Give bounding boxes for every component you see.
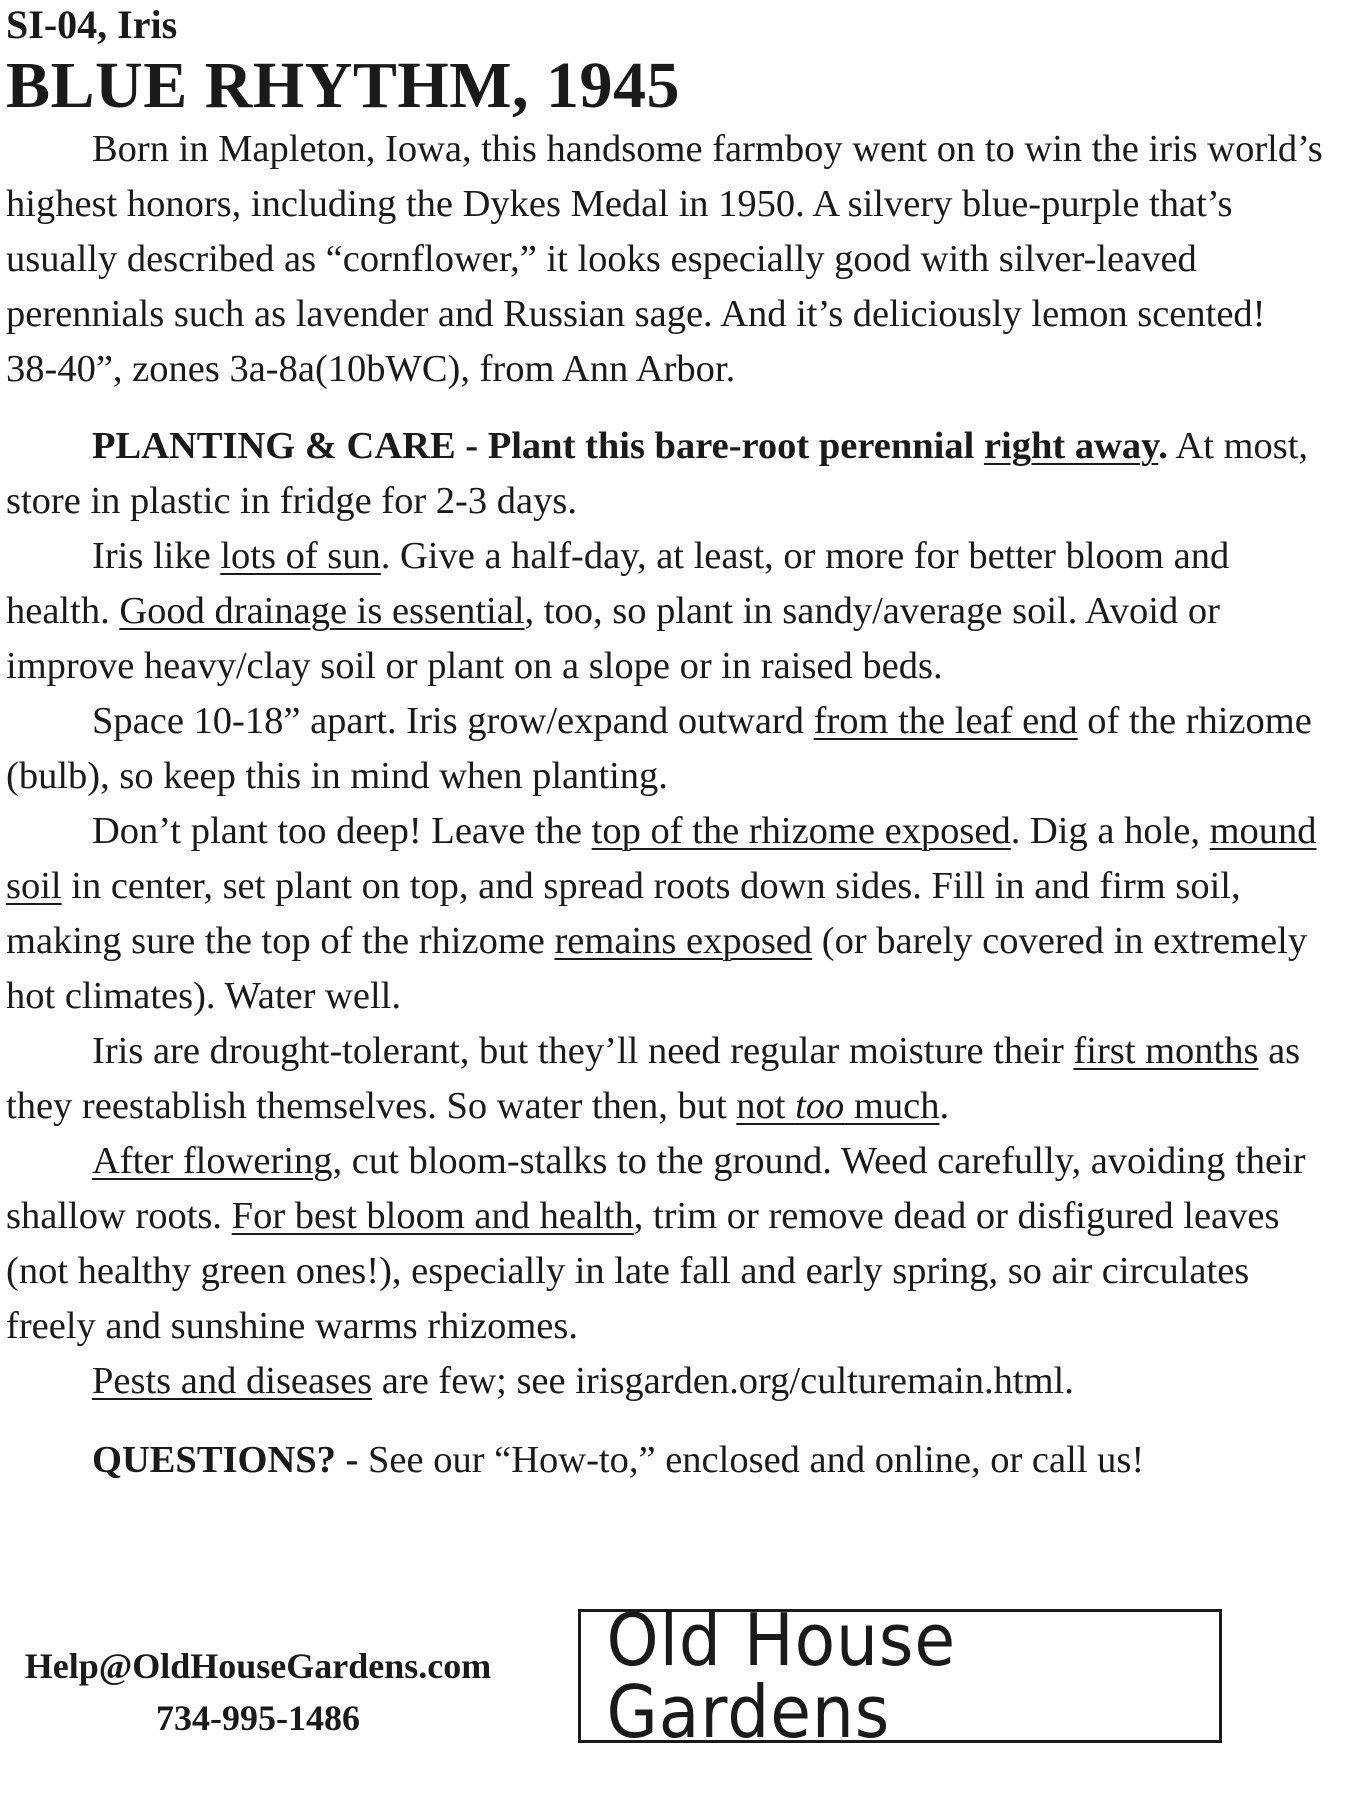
questions-heading: QUESTIONS? - (92, 1439, 368, 1481)
underlined-text: After flowering (92, 1140, 333, 1182)
sun-drainage-paragraph (6, 529, 1326, 694)
underlined-text: remains exposed (554, 920, 813, 962)
paragraph-text: are few; see irisgarden.org/culturemain.html. (372, 1360, 1074, 1402)
underlined-text: top of the rhizome exposed (591, 810, 1011, 852)
paragraph-text: (or barely covered in extremely hot climates). Water well. (6, 920, 1308, 1017)
spacing-paragraph (6, 694, 1326, 804)
email-address: Help@OldHouseGardens.com (24, 1646, 492, 1686)
underlined-text: For best bloom and health (231, 1195, 634, 1237)
paragraph-text: , trim or remove dead or disfigured leaves (not healthy green ones!), especially in late fall and early spring, so air circulates freely and sunshine warms rhizomes. (6, 1195, 1280, 1347)
paragraph-text: Iris like (92, 535, 221, 577)
instruction-sheet (6, 0, 1326, 1488)
underlined-text: lots of sun (220, 535, 381, 577)
paragraph-text: Space 10-18” apart. Iris grow/expand outward (92, 700, 814, 742)
italic-underlined-text: too (795, 1085, 845, 1127)
paragraph-text: as they reestablish themselves. So water then, but (6, 1030, 1301, 1127)
variety-description: Born in Mapleton, Iowa, this handsome farmboy went on to win the iris world’s highest honors, including the Dykes Medal in 1950. A silvery blue-purple that’s usually described as “cornflower,” it looks especially good with silver-leaved perennials such as lavender and Russian sage. And it’s deliciously lemon scented! 38-40”, zones 3a-8a(10bWC), from Ann Arbor. (6, 128, 1323, 390)
planting-text: Plant this bare-root perennial (487, 425, 984, 467)
planting-text: At most, store in plastic in fridge for 2-3 days. (6, 425, 1309, 522)
planting-text: . (1158, 425, 1168, 467)
phone-number: 734-995-1486 (156, 1698, 360, 1738)
pests-paragraph (6, 1354, 1326, 1409)
page-title: BLUE RHYTHM, 1945 (6, 49, 681, 122)
planting-care-heading: PLANTING & CARE - (92, 425, 488, 467)
paragraph-text: . Dig a hole, (1010, 810, 1210, 852)
company-logo (578, 1598, 1222, 1754)
logo-text: Old House Gardens (606, 1598, 957, 1754)
paragraph-text: Don’t plant too deep! Leave the (92, 810, 592, 852)
depth-paragraph (6, 804, 1326, 1024)
paragraph-text: , too, so plant in sandy/average soil. Avoid or improve heavy/clay soil or plant on a slope or in raised beds. (6, 590, 1220, 687)
product-code: SI-04, Iris (6, 2, 178, 47)
underlined-text: from the leaf end (813, 700, 1078, 742)
questions-text: See our “How-to,” enclosed and online, or call us! (368, 1439, 1145, 1481)
underlined-text: not (736, 1085, 796, 1127)
questions-paragraph (6, 1433, 1326, 1488)
underlined-text: right away (983, 425, 1159, 467)
underlined-text: much (844, 1085, 940, 1127)
paragraph-text: Iris are drought-tolerant, but they’ll need regular moisture their (92, 1030, 1074, 1072)
underlined-text: Good drainage is essential (119, 590, 525, 632)
paragraph-text: , cut bloom-stalks to the ground. Weed carefully, avoiding their shallow roots. (6, 1140, 1306, 1237)
aftercare-paragraph (6, 1134, 1326, 1354)
contact-info (8, 1640, 508, 1744)
paragraph-text: of the rhizome (bulb), so keep this in mind when planting. (6, 700, 1312, 797)
underlined-text: Pests and diseases (92, 1360, 373, 1402)
planting-care-intro (6, 419, 1326, 529)
paragraph-text: . (939, 1085, 950, 1127)
underlined-text: mound soil (6, 810, 1317, 907)
paragraph-text: in center, set plant on top, and spread roots down sides. Fill in and firm soil, making sure the top of the rhizome (6, 865, 1241, 962)
paragraph-text: . Give a half-day, at least, or more for better bloom and health. (6, 535, 1230, 632)
underlined-text: first months (1073, 1030, 1259, 1072)
watering-paragraph (6, 1024, 1326, 1134)
